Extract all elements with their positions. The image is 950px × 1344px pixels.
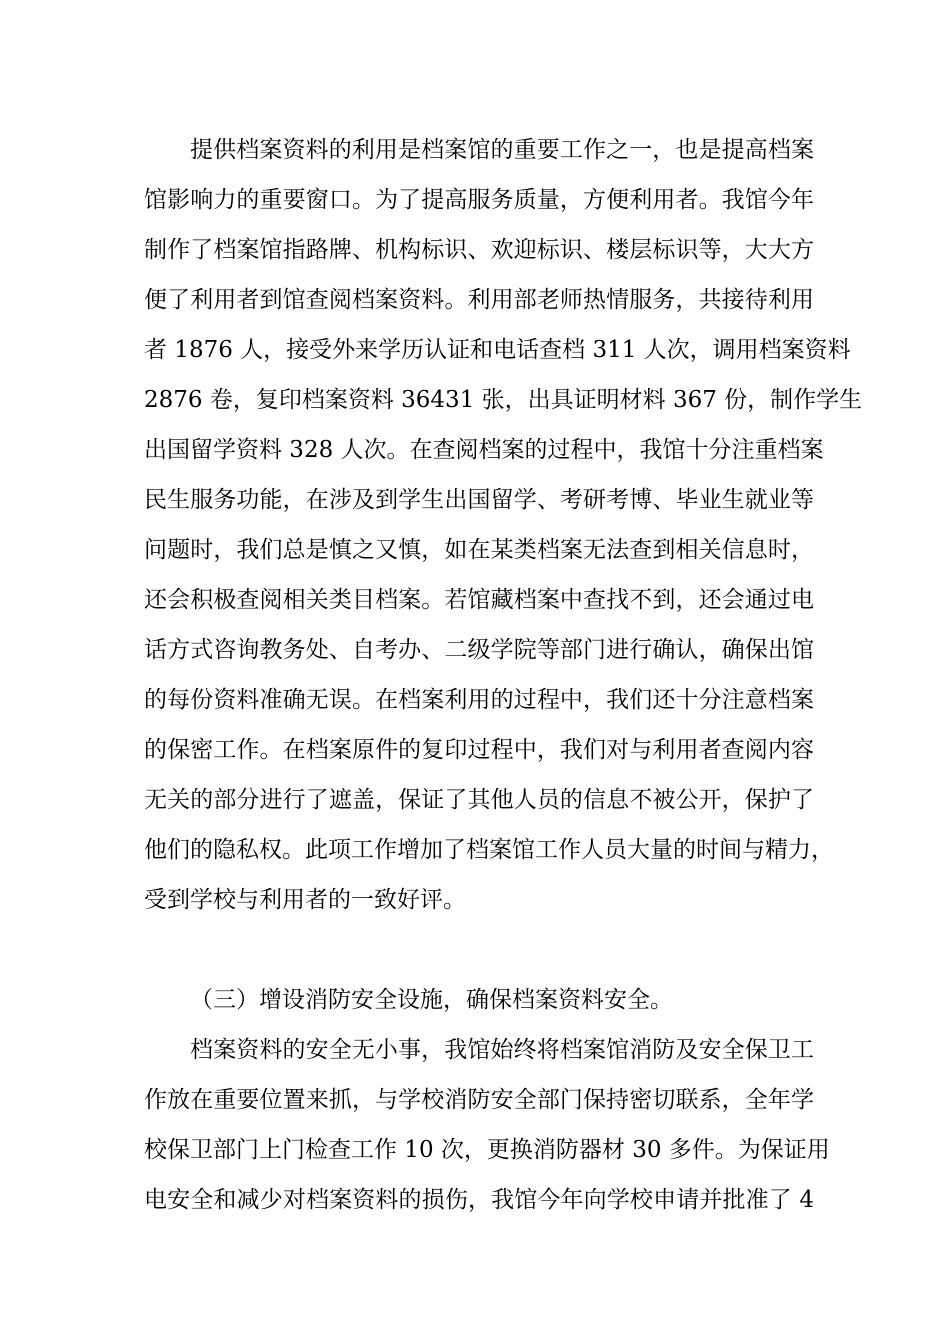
section3-line-1: 档案资料的安全无小事，我馆始终将档案馆消防及安全保卫工 bbox=[190, 1037, 814, 1063]
paragraph1-line-5: 者 1876 人，接受外来学历认证和电话查档 311 人次，调用档案资料 bbox=[144, 337, 851, 363]
paragraph1-line-13: 的保密工作。在档案原件的复印过程中，我们对与利用者查阅内容 bbox=[144, 737, 814, 763]
paragraph1-line-14: 无关的部分进行了遮盖，保证了其他人员的信息不被公开，保护了 bbox=[144, 787, 814, 813]
paragraph1-line-1: 提供档案资料的利用是档案馆的重要工作之一，也是提高档案 bbox=[190, 137, 814, 163]
paragraph1-line-9: 问题时，我们总是慎之又慎，如在某类档案无法查到相关信息时， bbox=[144, 537, 814, 563]
paragraph1-line-4: 便了利用者到馆查阅档案资料。利用部老师热情服务，共接待利用 bbox=[144, 287, 814, 313]
section3-line-2: 作放在重要位置来抓，与学校消防安全部门保持密切联系，全年学 bbox=[144, 1087, 814, 1113]
section3-heading: （三）增设消防安全设施，确保档案资料安全。 bbox=[190, 987, 673, 1013]
paragraph1-line-12: 的每份资料准确无误。在档案利用的过程中，我们还十分注意档案 bbox=[144, 687, 814, 713]
paragraph1-line-7: 出国留学资料 328 人次。在查阅档案的过程中，我馆十分注重档案 bbox=[144, 437, 824, 463]
section3-line-4: 电安全和减少对档案资料的损伤，我馆今年向学校申请并批准了 4 bbox=[144, 1187, 814, 1213]
paragraph1-line-16: 受到学校与利用者的一致好评。 bbox=[144, 887, 466, 913]
paragraph1-line-10: 还会积极查阅相关类目档案。若馆藏档案中查找不到，还会通过电 bbox=[144, 587, 814, 613]
paragraph1-line-8: 民生服务功能，在涉及到学生出国留学、考研考博、毕业生就业等 bbox=[144, 487, 814, 513]
paragraph1-line-3: 制作了档案馆指路牌、机构标识、欢迎标识、楼层标识等，大大方 bbox=[144, 237, 814, 263]
paragraph1-line-2: 馆影响力的重要窗口。为了提高服务质量，方便利用者。我馆今年 bbox=[144, 187, 814, 213]
paragraph1-line-6: 2876 卷，复印档案资料 36431 张，出具证明材料 367 份，制作学生 bbox=[144, 387, 863, 413]
paragraph1-line-15: 他们的隐私权。此项工作增加了档案馆工作人员大量的时间与精力， bbox=[144, 837, 834, 863]
section3-line-3: 校保卫部门上门检查工作 10 次，更换消防器材 30 多件。为保证用 bbox=[144, 1137, 830, 1163]
paragraph1-line-11: 话方式咨询教务处、自考办、二级学院等部门进行确认，确保出馆 bbox=[144, 637, 814, 663]
